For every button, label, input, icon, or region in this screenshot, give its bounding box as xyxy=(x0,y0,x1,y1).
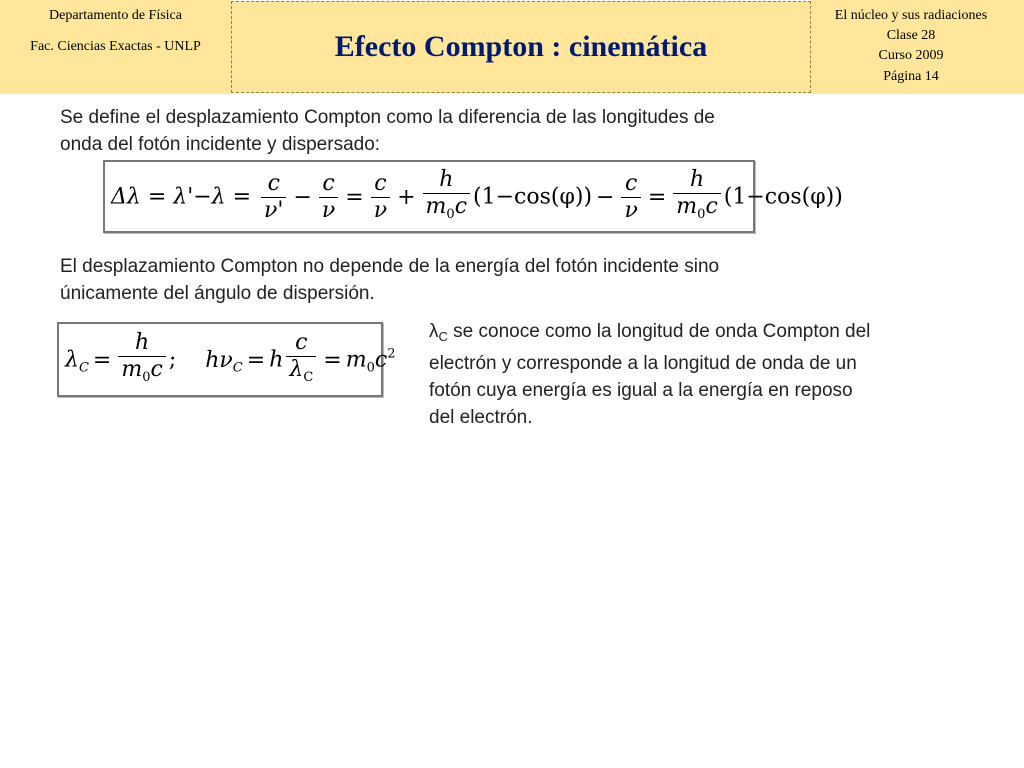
header-title-panel xyxy=(231,1,811,93)
cos-term-2: (1−cos(φ)) xyxy=(723,184,843,210)
h-over-m0c: $\frac{h}{m_0c}$ xyxy=(423,167,470,228)
dependence-line-1: El desplazamiento Compton no depende de la energía del fotón incidente sino xyxy=(60,256,720,277)
compton-shift-formula-box xyxy=(103,160,843,233)
definition-paragraph xyxy=(60,104,715,158)
compton-wavelength-line-3: fotón cuya energía es igual a la energía en reposo xyxy=(429,380,853,401)
dependence-paragraph xyxy=(60,253,719,307)
c-over-lambda-c: $\frac{c}{\lambda_C}$ xyxy=(286,330,316,391)
faculty-label: Fac. Ciencias Exactas - UNLP xyxy=(30,39,201,54)
c-over-nu-2: $\frac{c}{\nu}$ xyxy=(371,171,390,224)
c-over-nu-prime: $\frac{c}{\nu'}$ xyxy=(261,171,286,224)
lambda-c-symbol: λ xyxy=(429,321,439,342)
page-number-label: Página 14 xyxy=(883,69,939,84)
h-over-m0c-2: $\frac{h}{m_0c}$ xyxy=(673,167,720,228)
course-topic-label: El núcleo y sus radiaciones xyxy=(834,8,988,23)
class-number-label: Clase 28 xyxy=(886,28,936,43)
c-over-nu-3: $\frac{c}{\nu}$ xyxy=(621,171,640,224)
header-right-panel xyxy=(811,0,1024,94)
compton-wavelength-paragraph xyxy=(429,318,870,431)
compton-wavelength-formula: $\lambda_C$ = $\frac{h}{m_0c}$ ; $h\nu_C = h$ $\frac{c}{\lambda_C}$ = $m_0c^2$ xyxy=(65,330,395,391)
h-over-m0c-3: $\frac{h}{m_0c}$ xyxy=(118,330,165,391)
definition-line-1: Se define el desplazamiento Compton como la diferencia de las longitudes de xyxy=(60,107,715,128)
compton-wavelength-line-1: $\lambda_C$ se conoce como la longitud de onda Compton del xyxy=(429,321,871,344)
compton-wavelength-line-2: electrón y corresponde a la longitud de onda de un xyxy=(429,353,857,374)
page-title: Efecto Compton : cinemática xyxy=(334,30,708,63)
header-left-panel xyxy=(0,0,231,94)
compton-wavelength-line-4: del electrón. xyxy=(429,407,533,428)
delta-lambda-term: Δλ = λ'−λ = xyxy=(111,184,252,210)
compton-shift-formula: Δλ = λ'−λ = $\frac{c}{\nu'}$ − $\frac{c}{\nu}$ = $\frac{c}{\nu}$ + $\frac{h}{m_0c}$ (1−cos(φ)) − $\frac{c}{\nu}$ = $\frac{h}{m_0c}$ (1−cos(φ)) xyxy=(111,167,843,228)
dependence-line-2: únicamente del ángulo de dispersión. xyxy=(60,283,375,304)
compton-wavelength-formula-box xyxy=(57,322,396,397)
definition-line-2: onda del fotón incidente y dispersado: xyxy=(60,134,381,155)
department-label: Departamento de Física xyxy=(49,8,182,23)
c-over-nu: $\frac{c}{\nu}$ xyxy=(319,171,338,224)
cos-term: (1−cos(φ)) xyxy=(473,184,593,210)
course-year-label: Curso 2009 xyxy=(878,48,944,63)
